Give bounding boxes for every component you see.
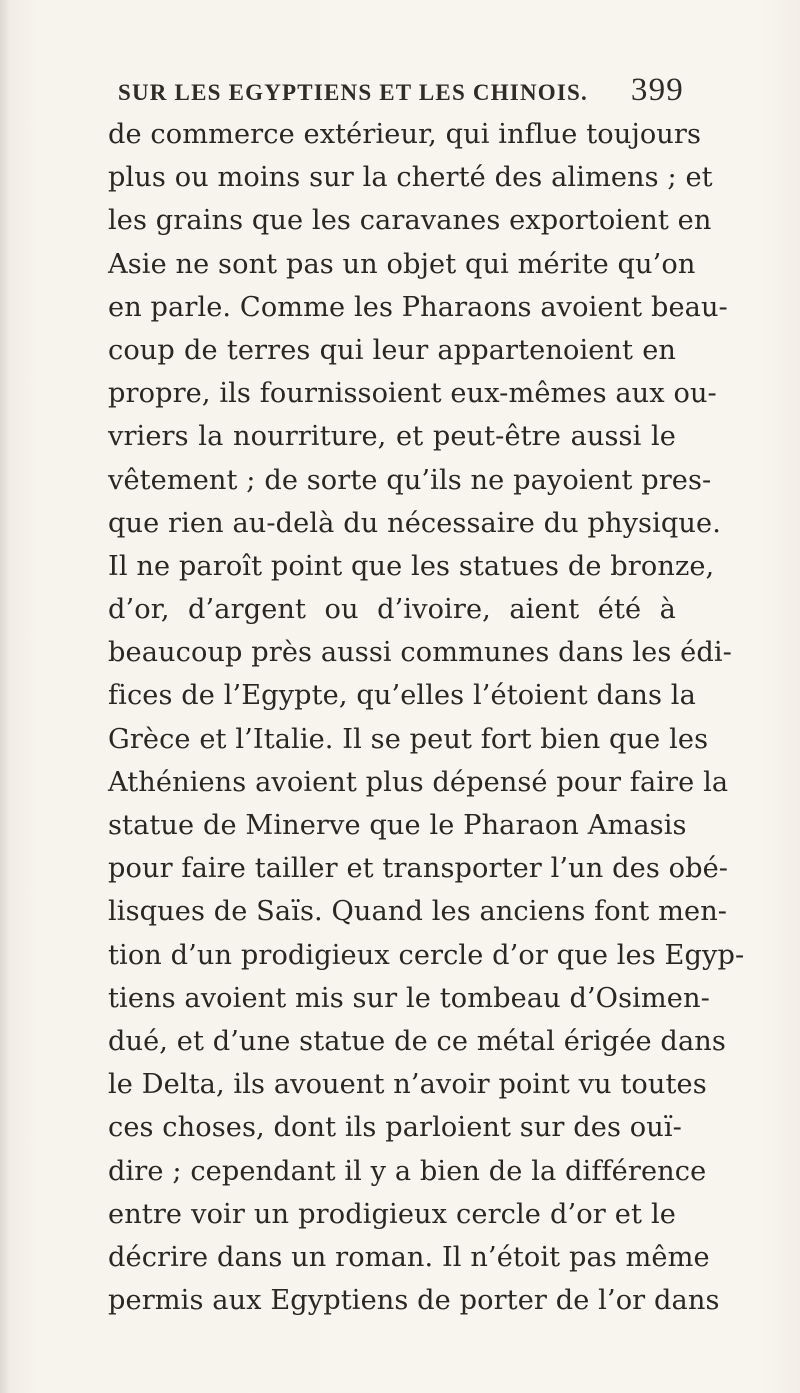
text-line: fices de l’Egypte, qu’elles l’étoient dans la [108,680,696,712]
text-line: vêtement ; de sorte qu’ils ne payoient pres- [108,464,712,496]
running-title: SUR LES EGYPTIENS ET LES CHINOIS. [118,80,588,105]
text-line: dué, et d’une statue de ce métal érigée dans [108,1025,726,1057]
text-line: Il ne paroît point que les statues de bronze, [108,550,715,582]
text-line: ces choses, dont ils parloient sur des ouï- [108,1112,682,1144]
text-line: lisques de Saïs. Quand les anciens font men- [108,896,728,928]
text-line: dire ; cependant il y a bien de la différence [108,1155,707,1187]
text-line: tiens avoient mis sur le tombeau d’Osimen- [108,982,710,1014]
body-text [108,113,745,1373]
text-line: de commerce extérieur, qui influe toujours [108,119,702,150]
text-line: coup de terres qui leur appartenoient en [108,334,676,366]
text-line: les grains que les caravanes exportoient en [108,205,712,237]
running-head [118,72,684,116]
text-line: statue de Minerve que le Pharaon Amasis [108,810,687,841]
text-line: Grèce et l’Italie. Il se peut fort bien que les [108,723,709,755]
page-edge-shadow [0,0,10,1393]
text-line: plus ou moins sur la cherté des alimens ; et [108,162,713,194]
text-line: en parle. Comme les Pharaons avoient beau- [108,291,728,323]
text-line: décrire dans un roman. Il n’étoit pas même [108,1241,710,1273]
text-line: entre voir un prodigieux cercle d’or et le [108,1198,676,1230]
text-line: tion d’un prodigieux cercle d’or que les Egyp- [108,939,745,971]
text-line: Asie ne sont pas un objet qui mérite qu’on [108,248,696,280]
text-line: pour faire tailler et transporter l’un des obé- [108,853,729,885]
text-line: permis aux Egyptiens de porter de l’or dans [108,1285,720,1317]
text-line: beaucoup près aussi communes dans les édi- [108,637,732,669]
text-line: le Delta, ils avouent n’avoir point vu toutes [108,1069,707,1101]
text-line: que rien au-delà du nécessaire du physique. [108,507,721,539]
page-number: 399 [630,72,684,108]
text-line: vriers la nourriture, et peut-être aussi le [108,421,676,453]
text-line: propre, ils fournissoient eux-mêmes aux ou- [108,378,717,410]
text-line: Athéniens avoient plus dépensé pour faire la [108,766,729,798]
text-line: d’or, d’argent ou d’ivoire, aient été à [108,594,676,626]
